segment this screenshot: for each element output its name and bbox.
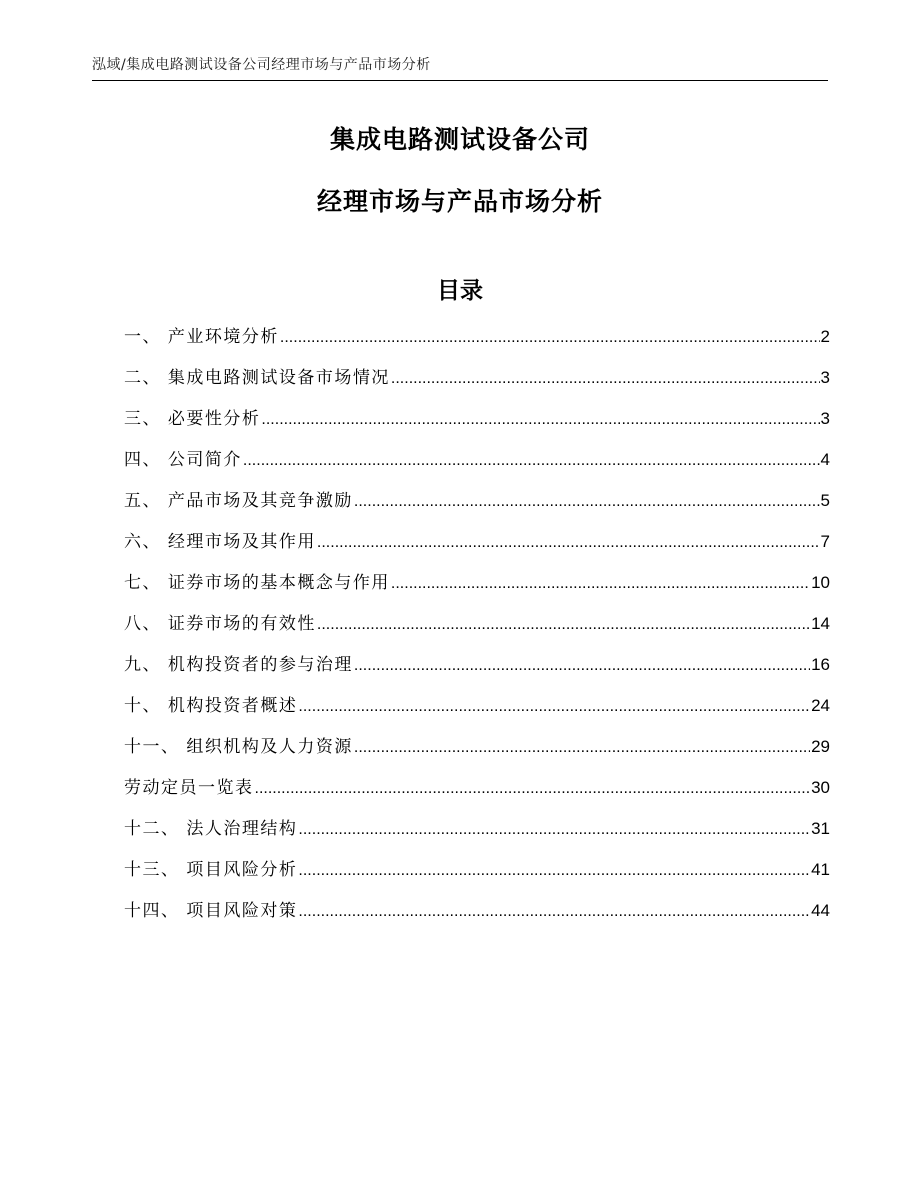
toc-entry-page: 3	[820, 368, 830, 387]
toc-entry-page: 2	[820, 327, 830, 346]
toc-entry[interactable]	[124, 815, 830, 856]
toc-entry-page: 24	[811, 696, 830, 715]
toc-entry-label: 三、 必要性分析	[124, 409, 261, 429]
toc-entry-label: 十二、 法人治理结构	[124, 819, 298, 839]
toc-entry[interactable]	[124, 856, 830, 897]
toc-entry-label: 十、 机构投资者概述	[124, 696, 298, 716]
toc-entry[interactable]	[124, 487, 830, 528]
toc-entry-page: 10	[811, 573, 830, 592]
toc-leader-dots	[354, 488, 820, 516]
toc-entry-label: 六、 经理市场及其作用	[124, 532, 316, 552]
toc-entry[interactable]	[124, 651, 830, 692]
toc-entry-page: 41	[811, 860, 830, 879]
toc-entry[interactable]	[124, 323, 830, 364]
toc-entry-label: 七、 证券市场的基本概念与作用	[124, 573, 390, 593]
toc-leader-dots	[354, 652, 810, 680]
toc-entry[interactable]	[124, 569, 830, 610]
toc-entry-page: 14	[811, 614, 830, 633]
toc-entry-label: 一、 产业环境分析	[124, 327, 279, 347]
toc-entry[interactable]	[124, 692, 830, 733]
toc-heading: 目录	[437, 278, 483, 304]
toc-entry-page: 5	[820, 491, 830, 510]
toc-entry-page: 3	[820, 409, 830, 428]
toc-leader-dots	[298, 816, 810, 844]
toc-leader-dots	[354, 734, 810, 762]
toc-entry-label: 五、 产品市场及其竞争激励	[124, 491, 353, 511]
toc-leader-dots	[243, 447, 820, 475]
toc-entry-label: 八、 证券市场的有效性	[124, 614, 316, 634]
toc-entry-label: 二、 集成电路测试设备市场情况	[124, 368, 390, 388]
document-title-line-2: 经理市场与产品市场分析	[316, 187, 603, 216]
toc-entry[interactable]	[124, 446, 830, 487]
toc-entry-page: 44	[811, 901, 830, 920]
toc-entry-page: 29	[811, 737, 830, 756]
document-title-line-1: 集成电路测试设备公司	[329, 125, 590, 154]
toc-entry-page: 16	[811, 655, 830, 674]
toc-entry-label: 四、 公司简介	[124, 450, 242, 470]
toc-entry[interactable]	[124, 405, 830, 446]
toc-leader-dots	[298, 693, 810, 721]
toc-entry-label: 劳动定员一览表	[124, 778, 254, 798]
toc-leader-dots	[391, 365, 820, 393]
toc-leader-dots	[317, 529, 820, 557]
toc-entry[interactable]	[124, 528, 830, 569]
table-of-contents	[124, 323, 830, 938]
toc-entry-page: 7	[820, 532, 830, 551]
toc-leader-dots	[298, 857, 810, 885]
toc-entry-label: 九、 机构投资者的参与治理	[124, 655, 353, 675]
toc-leader-dots	[255, 775, 811, 803]
toc-entry-page: 4	[820, 450, 830, 469]
toc-leader-dots	[261, 406, 819, 434]
running-header: 泓域/集成电路测试设备公司经理市场与产品市场分析	[92, 57, 431, 73]
toc-entry-label: 十四、 项目风险对策	[124, 901, 298, 921]
toc-entry-label: 十三、 项目风险分析	[124, 860, 298, 880]
toc-entry-page: 30	[811, 778, 830, 797]
toc-entry[interactable]	[124, 610, 830, 651]
toc-leader-dots	[280, 324, 820, 352]
toc-leader-dots	[298, 898, 810, 926]
toc-entry-page: 31	[811, 819, 830, 838]
toc-leader-dots	[317, 611, 810, 639]
toc-entry-label: 十一、 组织机构及人力资源	[124, 737, 353, 757]
toc-entry[interactable]	[124, 774, 830, 815]
header-rule	[92, 80, 828, 81]
toc-entry[interactable]	[124, 897, 830, 938]
toc-entry[interactable]	[124, 733, 830, 774]
toc-leader-dots	[391, 570, 810, 598]
toc-entry[interactable]	[124, 364, 830, 405]
